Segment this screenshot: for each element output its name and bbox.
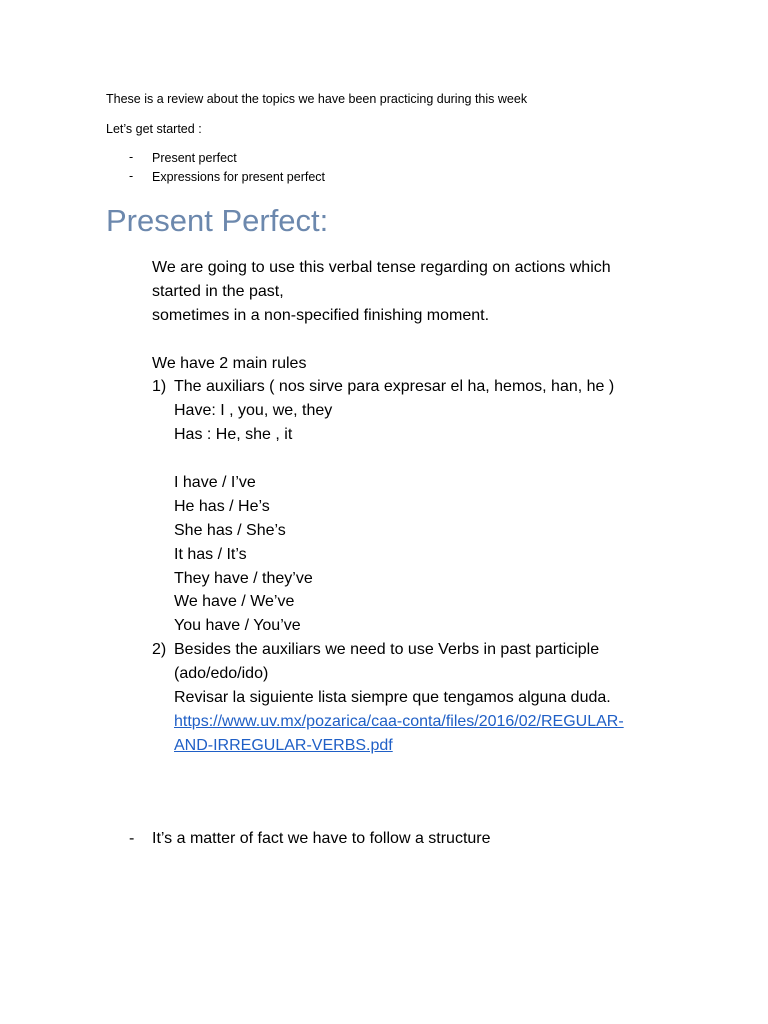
contraction-line: He has / He’s xyxy=(174,497,270,515)
paragraph-line: We are going to use this verbal tense regarding on actions which xyxy=(152,259,611,276)
section-heading: Present Perfect: xyxy=(106,203,329,238)
rule-number: 2) xyxy=(152,641,167,659)
contraction-line: I have / I’ve xyxy=(174,474,256,492)
paragraph-line: sometimes in a non-specified finishing moment. xyxy=(152,306,490,324)
blank-line xyxy=(152,328,672,352)
rule-2 xyxy=(152,638,672,662)
has-line: Has : He, she , it xyxy=(174,426,293,444)
contraction-line: She has / She’s xyxy=(174,521,286,539)
rule-1 xyxy=(152,375,672,399)
bullet-dash: - xyxy=(129,150,134,164)
bullet-present-perfect: Present perfect xyxy=(152,151,237,165)
rule-text: The auxiliars ( nos sirve para expresar el ha, hemos, han, he ) xyxy=(174,378,615,396)
verbs-link[interactable] xyxy=(152,710,672,734)
rule-number: 1) xyxy=(152,378,167,396)
rule-text-continued: (ado/edo/ido) xyxy=(174,665,269,683)
bullet-dash: - xyxy=(129,830,135,847)
bullet-dash: - xyxy=(129,169,134,183)
contraction-line: They have / they’ve xyxy=(174,569,313,587)
final-bullet-text: It’s a matter of fact we have to follow a structure xyxy=(152,830,491,847)
intro-line: These is a review about the topics we have been practicing during this week xyxy=(106,92,528,106)
rule-text: Besides the auxiliars we need to use Verbs in past participle xyxy=(174,641,600,659)
blank-line xyxy=(152,447,672,471)
body-text-block xyxy=(152,256,672,758)
intro-start-line: Let’s get started : xyxy=(106,122,202,136)
bullet-expressions: Expressions for present perfect xyxy=(152,170,325,184)
verbs-link-continued[interactable] xyxy=(152,734,672,758)
verbs-link-text[interactable]: https://www.uv.mx/pozarica/caa-conta/files/2016/02/REGULAR- xyxy=(174,712,624,730)
rules-title: We have 2 main rules xyxy=(152,354,307,372)
have-line: Have: I , you, we, they xyxy=(174,402,333,420)
contraction-line: You have / You’ve xyxy=(174,617,301,635)
contraction-line: We have / We’ve xyxy=(174,593,295,611)
rule-text-continued: Revisar la siguiente lista siempre que tengamos alguna duda. xyxy=(174,689,611,707)
verbs-link-text[interactable]: AND-IRREGULAR-VERBS.pdf xyxy=(174,736,393,754)
contraction-line: It has / It’s xyxy=(174,545,247,563)
paragraph-line: started in the past, xyxy=(152,282,284,300)
